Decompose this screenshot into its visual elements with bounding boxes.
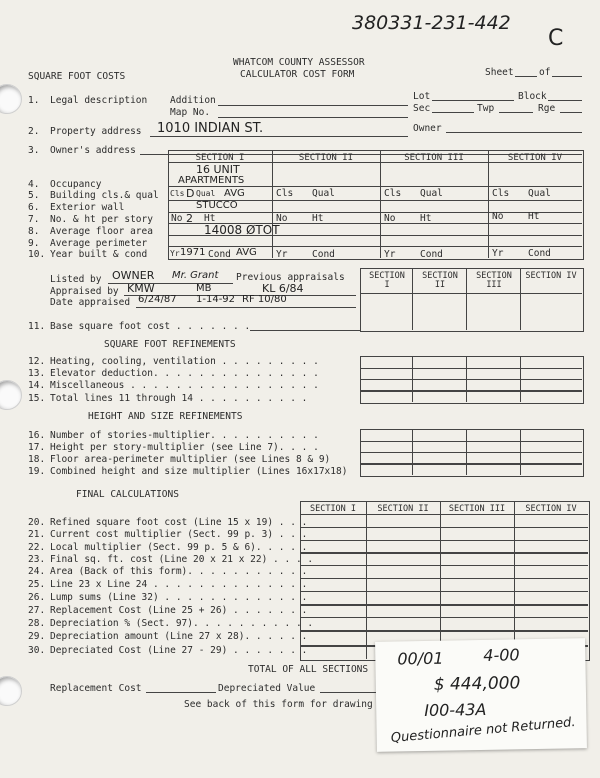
line-6-number: 6. [28, 202, 40, 213]
cond-label-s2: Cond [312, 249, 335, 260]
section-4-header: SECTION IV [507, 153, 563, 163]
depreciated-value-label: Depreciated Value [218, 683, 316, 694]
line-23-x-24-label: Line 23 x Line 24 . . . . . . . . . . . . . . [50, 579, 308, 590]
area-label: Area (Back of this form). . . . . . . . . . . [50, 566, 308, 577]
map-no-label: Map No. [170, 107, 211, 118]
sticky-date: 00/01 [397, 648, 444, 669]
line-25-number: 25. [28, 579, 46, 590]
rge-label: Rge [538, 103, 556, 114]
elevator-deduction-label: Elevator deduction. . . . . . . . . . . . . . . [50, 368, 319, 379]
yr-label-s1: Yr [170, 249, 180, 258]
average-floor-area-label: Average floor area [50, 226, 153, 237]
see-back-label: See back of this form for drawing [184, 699, 373, 710]
heating-cooling-label: Heating, cooling, ventilation . . . . . . . . . [50, 356, 319, 367]
combined-multiplier-label: Combined height and size multiplier (Lines 16x17x18) [50, 466, 348, 477]
sticky-note-text: Questionnaire not Returned. [390, 714, 577, 747]
line-21-number: 21. [28, 529, 46, 540]
date-appraised-value-3: RF 10/80 [242, 294, 287, 305]
line-4-number: 4. [28, 179, 40, 190]
line-15-number: 15. [28, 393, 46, 404]
listed-by-label: Listed by [50, 274, 102, 285]
ht-label-s2: Ht [312, 213, 324, 224]
punch-hole-bottom [0, 676, 22, 706]
final-section-4: SECTION IV [525, 504, 577, 514]
line-28-number: 28. [28, 618, 46, 629]
no-label-s2: No [276, 213, 288, 224]
ht-label-s3: Ht [420, 213, 432, 224]
owner-label: Owner [413, 123, 442, 134]
yr-label-s4: Yr [492, 248, 504, 259]
prev-section-3: SECTION III [476, 271, 512, 290]
sqft-refinements-grid [360, 356, 584, 404]
form-letter-handwritten: C [548, 26, 564, 51]
replacement-cost-label: Replacement Cost (Line 25 + 26) . . . . . . . [50, 605, 308, 616]
lot-label: Lot [413, 91, 431, 102]
cls-label-s1: Cls [170, 189, 185, 198]
exterior-wall-hw: STUCCO [196, 200, 238, 211]
line-30-number: 30. [28, 645, 46, 656]
final-calculations-table [300, 501, 590, 661]
height-refinements-heading: HEIGHT AND SIZE REFINEMENTS [88, 411, 243, 422]
condition-hw: AVG [236, 247, 257, 258]
miscellaneous-label: Miscellaneous . . . . . . . . . . . . . . . . . [50, 380, 319, 391]
line-16-number: 16. [28, 430, 46, 441]
line-20-number: 20. [28, 517, 46, 528]
line-27-number: 27. [28, 605, 46, 616]
final-section-1: SECTION I [309, 504, 357, 514]
appraised-by-label: Appraised by [50, 286, 119, 297]
cond-label-s1: Cond [208, 249, 231, 260]
cond-label-s4: Cond [528, 248, 551, 259]
line-2-number: 2. [28, 126, 40, 137]
punch-hole-middle [0, 380, 22, 410]
floor-area-multiplier-label: Floor area-perimeter multiplier (see Lines 8 & 9) [50, 454, 331, 465]
year-built-hw: 1971 [180, 247, 206, 258]
line-12-number: 12. [28, 356, 46, 367]
line-13-number: 13. [28, 368, 46, 379]
parcel-number-handwritten: 380331-231-442 [352, 12, 511, 34]
class-hw: D [186, 187, 195, 200]
line-19-number: 19. [28, 466, 46, 477]
cls-label-s4: Cls [492, 188, 510, 199]
appraised-by-value-3: KL 6/84 [262, 282, 304, 295]
year-built-label: Year built & cond [50, 249, 148, 260]
final-section-2: SECTION II [377, 504, 429, 514]
section-1-header: SECTION I [195, 153, 245, 163]
base-sqft-cost-label: Base square foot cost . . . . . . . [50, 321, 251, 332]
form-title: CALCULATOR COST FORM [240, 69, 355, 80]
sticky-code: I00-43A [424, 699, 487, 720]
qual-label-s2: Qual [312, 188, 335, 199]
line-11-number: 11. [28, 321, 46, 332]
office-title: WHATCOM COUNTY ASSESSOR [233, 57, 365, 68]
line-10-number: 10. [28, 249, 46, 260]
owners-address-label: Owner's address [50, 145, 136, 156]
line-23-number: 23. [28, 554, 46, 565]
occupancy-units-hw: 16 UNIT [196, 163, 240, 176]
legal-description-label: Legal description [50, 95, 148, 106]
date-appraised-value-2: 1-14-92 [196, 294, 236, 305]
refined-sqft-cost-label: Refined square foot cost (Line 15 x 19) . . . [50, 517, 308, 528]
depreciated-cost-label: Depreciated Cost (Line 27 - 29) . . . . . . . [50, 645, 308, 656]
section-2-header: SECTION II [298, 153, 354, 163]
average-perimeter-label: Average perimeter [50, 238, 148, 249]
listed-by-value: OWNER [112, 269, 155, 282]
height-refinements-grid [360, 429, 584, 477]
ht-label-s1: Ht [204, 213, 216, 224]
final-calculations-heading: FINAL CALCULATIONS [76, 489, 179, 500]
line-9-number: 9. [28, 238, 40, 249]
line-14-number: 14. [28, 380, 46, 391]
property-address-label: Property address [50, 126, 142, 137]
line-8-number: 8. [28, 226, 40, 237]
no-label-s1: No [171, 213, 183, 224]
quality-hw: AVG [224, 188, 245, 199]
date-appraised-label: Date appraised [50, 297, 131, 308]
line-18-number: 18. [28, 454, 46, 465]
no-label-s4: No [492, 211, 504, 222]
cls-label-s3: Cls [384, 188, 402, 199]
sheet-label: Sheet [485, 67, 514, 78]
addition-label: Addition [170, 95, 216, 106]
line-1-number: 1. [28, 95, 40, 106]
number-height-label: No. & ht per story [50, 214, 153, 225]
occupancy-label: Occupancy [50, 179, 102, 190]
line-26-number: 26. [28, 592, 46, 603]
sticky-date-2: 4-00 [483, 645, 520, 665]
floor-area-hw: 14008 ØTOT [204, 223, 280, 237]
listed-by-value-2: Mr. Grant [172, 270, 219, 281]
depreciation-percent-label: Depreciation % (Sect. 97). . . . . . . . . . . [50, 618, 314, 629]
replacement-cost-total-label: Replacement Cost [50, 683, 142, 694]
line-7-number: 7. [28, 214, 40, 225]
sqft-refinements-heading: SQUARE FOOT REFINEMENTS [104, 339, 236, 350]
height-multiplier-label: Height per story-multiplier (see Line 7). . . . [50, 442, 319, 453]
stories-multiplier-label: Number of stories-multiplier. . . . . . . . . . [50, 430, 319, 441]
line-22-number: 22. [28, 542, 46, 553]
previous-appraisals-label: Previous appraisals [236, 272, 345, 283]
stories-hw: 2 [186, 212, 193, 225]
exterior-wall-label: Exterior wall [50, 202, 125, 213]
sticky-note [375, 638, 587, 752]
no-label-s3: No [384, 213, 396, 224]
date-appraised-value: 6/24/87 [138, 294, 177, 305]
of-label: of [539, 67, 551, 78]
line-17-number: 17. [28, 442, 46, 453]
cond-label-s3: Cond [420, 249, 443, 260]
cls-label-s2: Cls [276, 188, 294, 199]
square-foot-costs-label: SQUARE FOOT COSTS [28, 71, 126, 82]
prev-section-1: SECTION I [369, 271, 405, 290]
local-multiplier-label: Local multiplier (Sect. 99 p. 5 & 6). . . . . [50, 542, 308, 553]
building-class-label: Building cls.& qual [50, 190, 159, 201]
block-label: Block [518, 91, 547, 102]
total-lines-label: Total lines 11 through 14 . . . . . . . . . . [50, 393, 308, 404]
prev-section-4: SECTION IV [525, 271, 577, 281]
total-all-sections-label: TOTAL OF ALL SECTIONS [248, 664, 369, 675]
appraised-by-value-2: MB [196, 283, 212, 294]
qual-label-s3: Qual [420, 188, 443, 199]
depreciation-amount-label: Depreciation amount (Line 27 x 28). . . . . . [50, 631, 308, 642]
yr-label-s3: Yr [384, 249, 396, 260]
final-section-3: SECTION III [448, 504, 506, 514]
occupancy-type-hw: APARTMENTS [178, 175, 245, 186]
line-3-number: 3. [28, 145, 40, 156]
line-24-number: 24. [28, 566, 46, 577]
final-sqft-cost-label: Final sq. ft. cost (Line 20 x 21 x 22) . . . . [50, 554, 314, 565]
ht-label-s4: Ht [528, 211, 540, 222]
line-29-number: 29. [28, 631, 46, 642]
line-5-number: 5. [28, 190, 40, 201]
appraised-by-value: KMW [127, 282, 155, 295]
qual-label-s1: Qual [196, 189, 216, 198]
lump-sums-label: Lump sums (Line 32) . . . . . . . . . . . . . [50, 592, 308, 603]
sec-label: Sec [413, 103, 431, 114]
qual-label-s4: Qual [528, 188, 551, 199]
section-3-header: SECTION III [404, 153, 464, 163]
prev-section-2: SECTION II [422, 271, 458, 290]
yr-label-s2: Yr [276, 249, 288, 260]
current-cost-multiplier-label: Current cost multiplier (Sect. 99 p. 3) . . . [50, 529, 308, 540]
punch-hole-top [0, 84, 22, 114]
property-address-value: 1010 INDIAN ST. [157, 121, 264, 136]
twp-label: Twp [477, 103, 495, 114]
sticky-amount: $ 444,000 [433, 673, 521, 695]
